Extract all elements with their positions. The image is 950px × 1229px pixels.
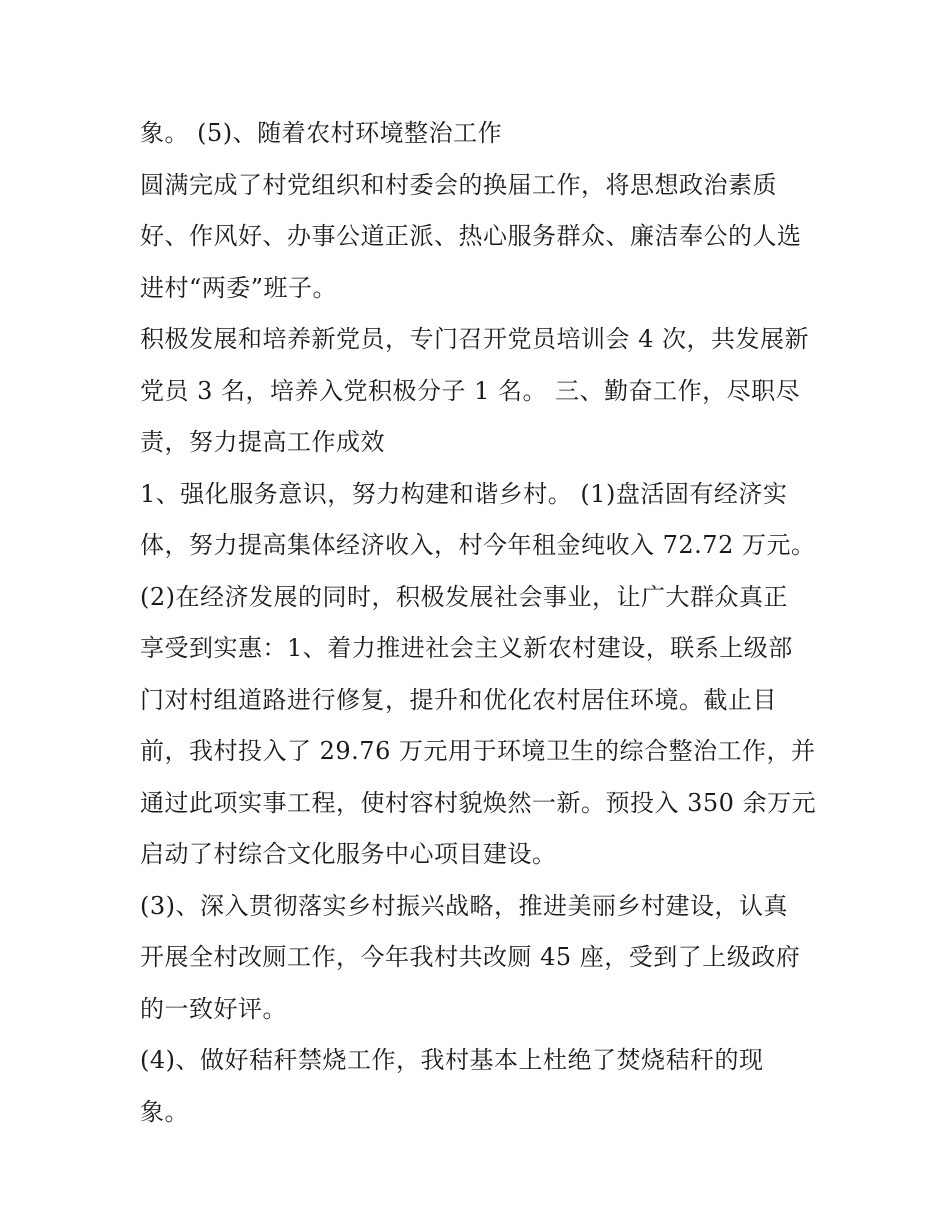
text-line: 开展全村改厕工作，今年我村共改厕 45 座，受到了上级政府 [140,943,801,971]
text-line: 圆满完成了村党组织和村委会的换届工作，将思想政治素质 [140,170,777,199]
text-line: 党员 3 名，培养入党积极分子 1 名。 三、勤奋工作，尽职尽 [140,376,801,405]
text-line: 积极发展和培养新党员，专门召开党员培训会 4 次，共发展新 [140,325,810,353]
text-line: 象。 (5)、随着农村环境整治工作 [140,119,503,147]
text-line: 的一致好评。 [140,994,287,1023]
text-line: (4)、做好秸秆禁烧工作，我村基本上杜绝了焚烧秸秆的现 [140,1046,764,1074]
text-line: (3)、深入贯彻落实乡村振兴战略，推进美丽乡村建设，认真 [140,891,788,920]
paragraph-6 [140,1035,820,1138]
paragraph-4 [140,469,820,881]
document-body [140,108,820,1138]
text-line: 1、强化服务意识，努力构建和谐乡村。 (1)盘活固有经济实 [140,479,788,508]
paragraph-3 [140,314,820,469]
text-line: 享受到实惠：1、着力推进社会主义新农村建设，联系上级部 [140,634,793,662]
text-line: 象。 [140,1097,189,1126]
text-line: 前，我村投入了 29.76 万元用于环境卫生的综合整治工作，并 [140,737,816,765]
paragraph-5 [140,881,820,1036]
text-line: 进村“两委”班子。 [140,273,338,302]
text-line: 启动了村综合文化服务中心项目建设。 [140,840,557,868]
paragraph-1 [140,108,820,160]
text-line: 责，努力提高工作成效 [140,428,385,456]
text-line: 好、作风好、办事公道正派、热心服务群众、廉洁奉公的人选 [140,222,802,250]
text-line: 通过此项实事工程，使村容村貌焕然一新。预投入 350 余万元 [140,788,817,817]
text-line: 门对村组道路进行修复，提升和优化农村居住环境。截止目 [140,685,777,714]
text-line: 体，努力提高集体经济收入，村今年租金纯收入 72.72 万元。 [140,531,816,559]
paragraph-2 [140,160,820,315]
text-line: (2)在经济发展的同时，积极发展社会事业，让广大群众真正 [140,582,788,611]
